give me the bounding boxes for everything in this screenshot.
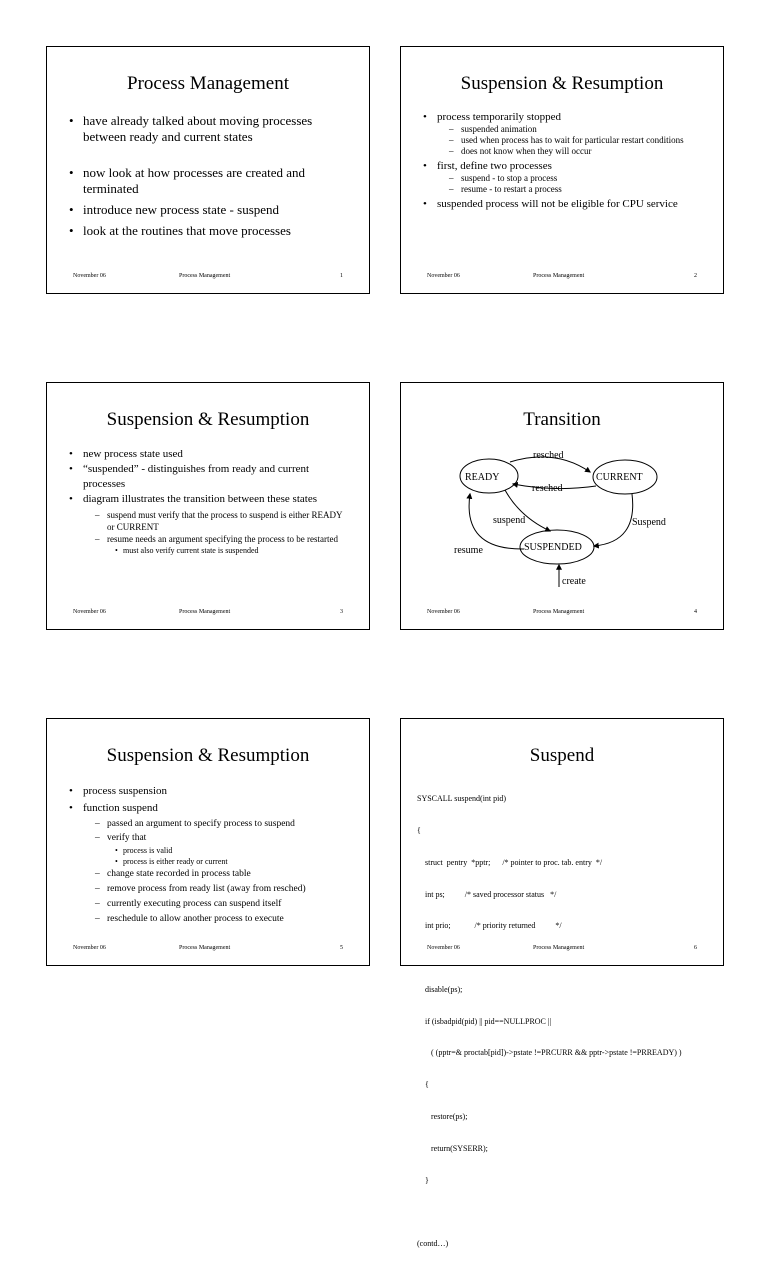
- slide-1: [46, 46, 370, 294]
- slide-number: 6: [694, 945, 697, 951]
- slide-title: Suspend: [529, 745, 595, 766]
- slide-number: 2: [694, 273, 697, 279]
- sub-list: [437, 173, 705, 195]
- code-line: struct pentry *pptr; /* pointer to proc. tab. entry */: [417, 857, 603, 867]
- slide-4: [400, 382, 724, 630]
- bullet: • “suspended” - distinguishes from ready and current processes: [69, 462, 351, 492]
- code-line: }: [417, 1175, 429, 1185]
- code-line: SYSCALL suspend(int pid): [417, 794, 507, 804]
- bullet: • suspended process will not be eligible for CPU service: [423, 198, 705, 211]
- bullet: [69, 492, 351, 556]
- code-line: [417, 1207, 715, 1218]
- suspend-arrow-current: [594, 494, 633, 546]
- resched-label: resched: [532, 483, 563, 494]
- code-line: int prio; /* priority returned */: [417, 921, 562, 931]
- sub-sub-bullet: • must also verify current state is suspended: [83, 545, 351, 556]
- sub-bullet: – suspended animation: [437, 124, 705, 135]
- footer-date: November 06: [73, 945, 106, 951]
- footer-date: November 06: [427, 945, 460, 951]
- bullet-list: [423, 111, 705, 211]
- bullet: [69, 800, 351, 927]
- sub-list: [83, 867, 351, 927]
- footer-topic: Process Management: [533, 609, 585, 615]
- sub-bullet: – does not know when they will occur: [437, 146, 705, 157]
- sub-bullet: – remove process from ready list (away from resched): [83, 882, 351, 897]
- suspend-label-current: Suspend: [632, 517, 666, 528]
- slide-title: Transition: [523, 409, 601, 430]
- bullet-text: process temporarily stopped: [437, 111, 562, 123]
- code-line: {: [417, 825, 421, 835]
- slide-footer: [47, 945, 369, 955]
- sub-list: [83, 817, 351, 845]
- sub-sub-list: [83, 845, 351, 867]
- footer-date: November 06: [73, 609, 106, 615]
- footer-topic: Process Management: [179, 945, 231, 951]
- create-label: create: [562, 576, 586, 587]
- sub-bullet: – change state recorded in process table: [83, 867, 351, 882]
- bullet: [423, 160, 705, 195]
- footer-topic: Process Management: [179, 273, 231, 279]
- bullet: • introduce new process state - suspend: [69, 202, 351, 218]
- bullet: [423, 111, 705, 157]
- code-line: (contd…): [417, 1239, 449, 1249]
- code-line: disable(ps);: [417, 984, 463, 994]
- sub-sub-list: [83, 545, 351, 556]
- code-line: restore(ps);: [417, 1112, 468, 1121]
- bullet-list: [69, 113, 351, 239]
- slide-5: [46, 718, 370, 966]
- slide-title: Suspension & Resumption: [460, 73, 664, 94]
- sub-bullet: – reschedule to allow another process to execute: [83, 912, 351, 927]
- footer-topic: Process Management: [533, 273, 585, 279]
- code-block: [417, 773, 715, 1271]
- sub-sub-bullet: • process is valid: [83, 845, 351, 856]
- ready-state-label: READY: [465, 472, 500, 483]
- slide-title: Suspension & Resumption: [106, 409, 310, 430]
- slide-6: [400, 718, 724, 1249]
- slide-number: 5: [340, 945, 343, 951]
- bullet: • look at the routines that move processes: [69, 223, 351, 239]
- footer-topic: Process Management: [179, 609, 231, 615]
- bullet: • new process state used: [69, 447, 351, 462]
- slide-title: Process Management: [127, 73, 289, 94]
- slide-2: [400, 46, 724, 294]
- state-transition-diagram: [400, 382, 724, 630]
- slide-number: 1: [340, 273, 343, 279]
- bullet-text: function suspend: [83, 802, 158, 814]
- current-state-label: CURRENT: [596, 472, 643, 483]
- code-line: int ps; /* saved processor status */: [417, 889, 557, 899]
- slide-number: 4: [694, 609, 697, 615]
- bullet: • process suspension: [69, 783, 351, 800]
- slide-footer: [401, 273, 723, 283]
- sub-bullet: – resume - to restart a process: [437, 184, 705, 195]
- suspended-state-label: SUSPENDED: [524, 542, 582, 553]
- bullet-list: [69, 447, 351, 556]
- suspend-label: suspend: [493, 515, 526, 526]
- code-line: if (isbadpid(pid) || pid==NULLPROC ||: [417, 1016, 552, 1026]
- footer-date: November 06: [73, 273, 106, 279]
- footer-topic: Process Management: [533, 945, 585, 951]
- code-line: ( (pptr=& proctab[pid])->pstate !=PRCURR && pptr->pstate !=PRREADY) ): [417, 1048, 682, 1058]
- sub-list: [83, 509, 351, 545]
- bullet-text: first, define two processes: [437, 160, 552, 172]
- slide-title: Suspension & Resumption: [106, 745, 310, 766]
- sub-bullet: – verify that: [83, 831, 351, 845]
- sub-bullet: – passed an argument to specify process to suspend: [83, 817, 351, 831]
- slide-footer: [401, 609, 723, 619]
- bullet-text: diagram illustrates the transition between these states: [83, 493, 317, 505]
- sub-bullet: – used when process has to wait for particular restart conditions: [437, 135, 705, 146]
- bullet-list: [69, 783, 351, 927]
- resume-label: resume: [454, 545, 483, 556]
- code-line: return(SYSERR);: [417, 1143, 488, 1153]
- resched-label: resched: [533, 450, 564, 461]
- code-line: {: [417, 1080, 429, 1090]
- sub-list: [437, 124, 705, 157]
- slide-number: 3: [340, 609, 343, 615]
- footer-date: November 06: [427, 273, 460, 279]
- slide-footer: [47, 273, 369, 283]
- sub-sub-bullet: • process is either ready or current: [83, 856, 351, 867]
- sub-bullet: – currently executing process can suspend itself: [83, 897, 351, 912]
- slide-footer: [47, 609, 369, 619]
- footer-date: November 06: [427, 609, 460, 615]
- bullet: • have already talked about moving processes between ready and current states: [69, 113, 351, 145]
- slide-footer: [401, 945, 723, 955]
- sub-bullet: – suspend - to stop a process: [437, 173, 705, 184]
- bullet: • now look at how processes are created and terminated: [69, 165, 351, 197]
- slide-3: [46, 382, 370, 630]
- sub-bullet: – suspend must verify that the process to suspend is either READY or CURRENT: [83, 509, 351, 533]
- sub-bullet: – resume needs an argument specifying the process to be restarted: [83, 533, 351, 545]
